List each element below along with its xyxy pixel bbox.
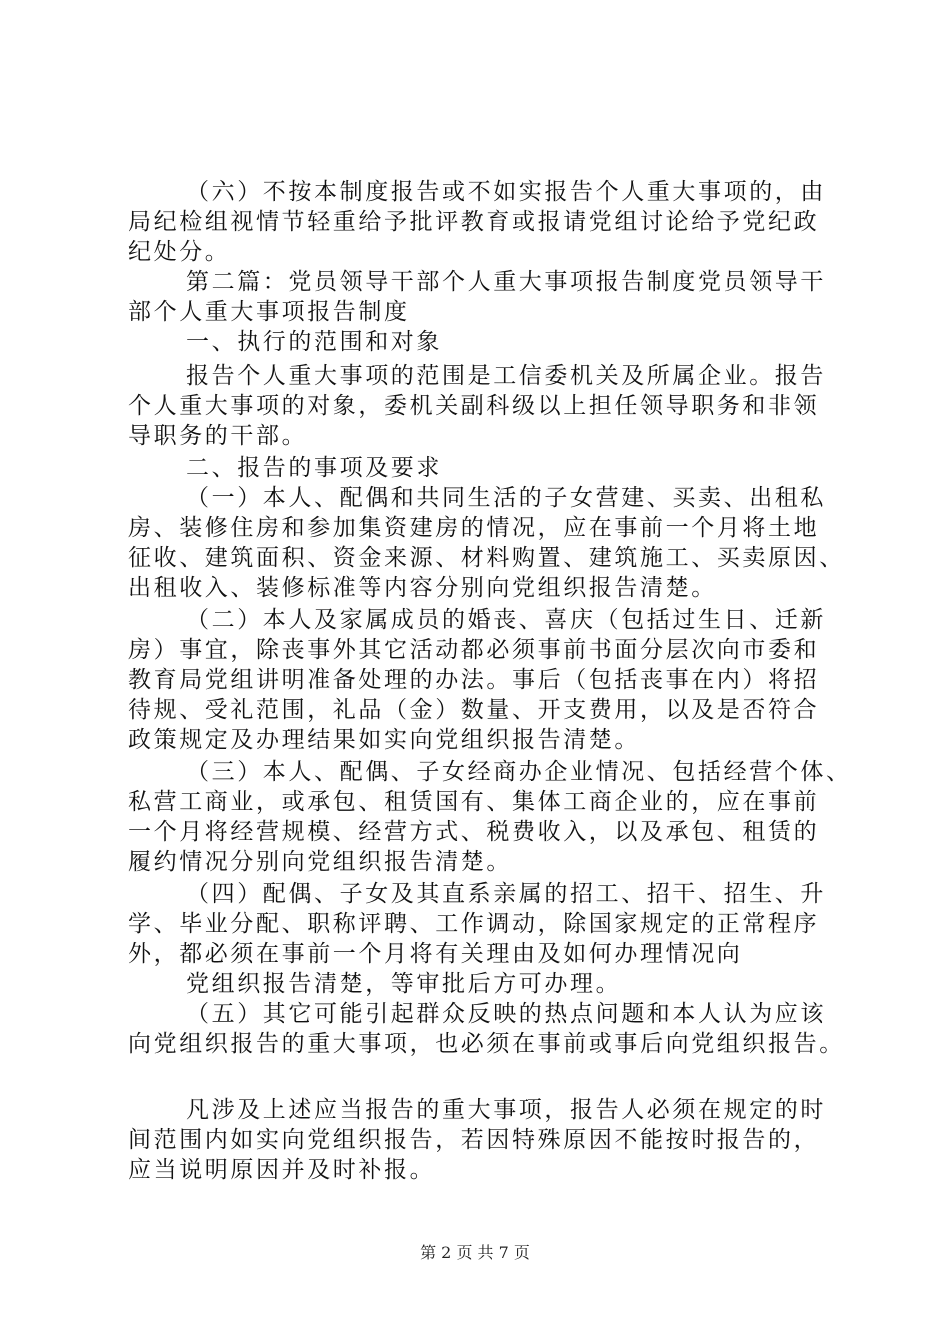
text-line: 政策规定及办理结果如实向党组织报告清楚。 [128,727,640,753]
text-line: 学、毕业分配、职称评聘、工作调动，除国家规定的正常程序 [128,911,820,937]
text-line: 凡涉及上述应当报告的重大事项，报告人必须在规定的时 [186,1097,826,1123]
text-line: 个人重大事项的对象，委机关副科级以上担任领导职务和非领 [128,393,820,419]
text-line: （四）配偶、子女及其直系亲属的招工、招干、招生、升 [186,881,826,907]
text-line: 教育局党组讲明准备处理的办法。事后（包括丧事在内）将招 [128,667,820,693]
text-line: 导职务的干部。 [128,423,308,449]
text-line: （二）本人及家属成员的婚丧、喜庆（包括过生日、迁新 [186,607,826,633]
text-line: 外，都必须在事前一个月将有关理由及如何办理情况向 [128,941,743,967]
text-line: 房、装修住房和参加集资建房的情况，应在事前一个月将土地 [128,515,820,541]
text-line: （一）本人、配偶和共同生活的子女营建、买卖、出租私 [186,485,826,511]
text-line: （六）不按本制度报告或不如实报告个人重大事项的，由 [186,179,826,205]
text-line: 报告个人重大事项的范围是工信委机关及所属企业。报告 [186,363,826,389]
text-line: 向党组织报告的重大事项，也必须在事前或事后向党组织报告。 [128,1031,845,1057]
text-line: 一个月将经营规模、经营方式、税费收入，以及承包、租赁的 [128,819,820,845]
text-line: 房）事宜，除丧事外其它活动都必须事前书面分层次向市委和 [128,637,820,663]
text-line: （五）其它可能引起群众反映的热点问题和本人认为应该 [186,1001,826,1027]
text-line: 纪处分。 [128,239,231,265]
text-line: 待规、受礼范围，礼品（金）数量、开支费用，以及是否符合 [128,697,820,723]
text-line: 部个人重大事项报告制度 [128,299,410,325]
text-line: 间范围内如实向党组织报告，若因特殊原因不能按时报告的， [128,1127,820,1153]
text-line: 征收、建筑面积、资金来源、材料购置、建筑施工、买卖原因、 [128,545,845,571]
text-line: 第二篇：党员领导干部个人重大事项报告制度党员领导干 [186,269,826,295]
text-line: 党组织报告清楚，等审批后方可办理。 [186,971,622,997]
text-line: 私营工商业，或承包、租赁国有、集体工商企业的，应在事前 [128,789,820,815]
page-number: 第 2 页 共 7 页 [420,1243,530,1262]
text-line: 二、报告的事项及要求 [186,455,442,481]
text-line: 履约情况分别向党组织报告清楚。 [128,849,512,875]
text-line: 应当说明原因并及时补报。 [128,1157,436,1183]
text-line: 出租收入、装修标准等内容分别向党组织报告清楚。 [128,575,717,601]
text-line: （三）本人、配偶、子女经商办企业情况、包括经营个体、 [186,759,852,785]
text-line: 局纪检组视情节轻重给予批评教育或报请党组讨论给予党纪政 [128,209,820,235]
text-line: 一、执行的范围和对象 [186,329,442,355]
